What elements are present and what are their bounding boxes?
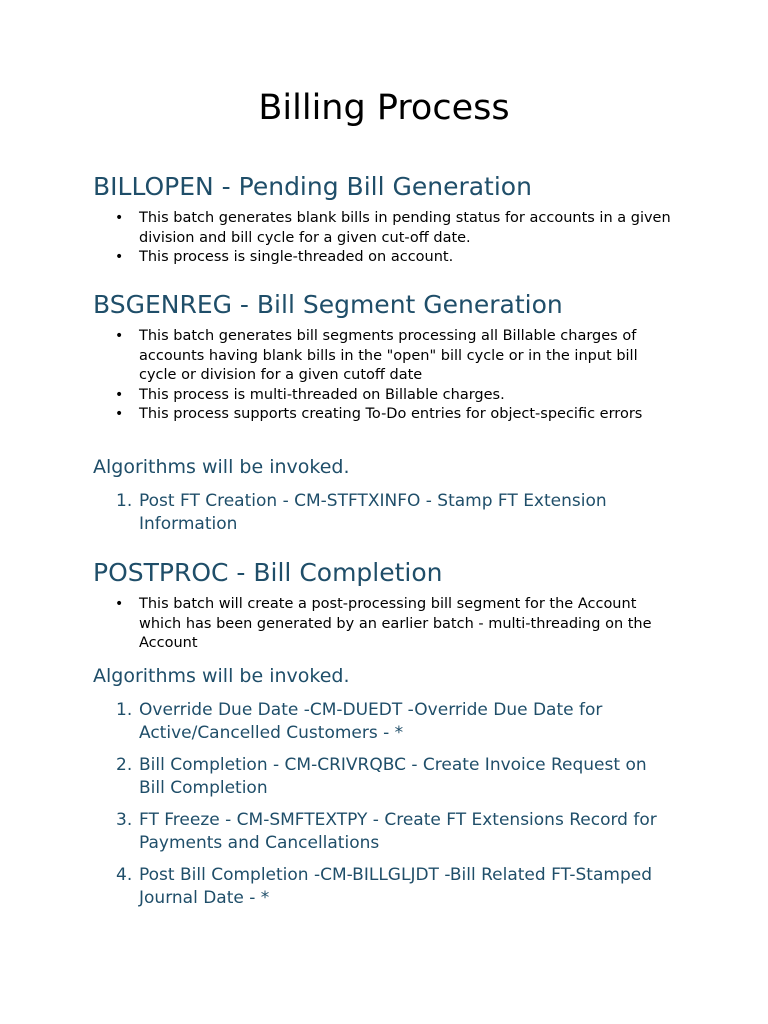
algorithms-heading-postproc: Algorithms will be invoked. xyxy=(93,665,350,687)
list-number: 2. xyxy=(116,755,133,775)
bullet-icon: • xyxy=(115,596,124,612)
bullet-text: This process is single-threaded on account. xyxy=(139,249,454,266)
section-heading-billopen: BILLOPEN - Pending Bill Generation xyxy=(93,172,532,201)
list-item xyxy=(0,864,669,910)
algorithm-text: Bill Completion - CM-CRIVRQBC - Create Invoice Request on Bill Completion xyxy=(139,755,647,798)
bullet-icon: • xyxy=(115,386,124,403)
list-item xyxy=(0,595,679,654)
algorithm-text: Post FT Creation - CM-STFTXINFO - Stamp FT Extension Information xyxy=(139,491,607,534)
bullet-text: This batch generates blank bills in pending status for accounts in a given division and bill cycle for a given cut-off date. xyxy=(139,210,671,246)
list-number: 1. xyxy=(116,700,133,720)
list-item xyxy=(0,490,669,536)
list-item xyxy=(0,754,669,800)
bullet-icon: • xyxy=(115,406,124,423)
algorithm-text: Post Bill Completion -CM-BILLGLJDT -Bill Related FT-Stamped Journal Date - * xyxy=(139,865,652,908)
bullet-icon: • xyxy=(115,328,124,344)
bsgenreg-algorithm-list xyxy=(0,490,768,545)
list-number: 1. xyxy=(116,491,133,511)
postproc-algorithm-list xyxy=(0,699,768,919)
list-item xyxy=(0,248,679,268)
bullet-text: This batch will create a post-processing bill segment for the Account which has been generated by an earlier batch - multi-threading on the Account xyxy=(139,596,652,652)
billopen-bullet-list xyxy=(0,209,768,268)
list-item xyxy=(0,209,679,248)
algorithms-heading-bsgenreg: Algorithms will be invoked. xyxy=(93,456,350,478)
section-heading-bsgenreg: BSGENREG - Bill Segment Generation xyxy=(93,290,563,319)
list-item xyxy=(0,405,679,425)
list-item xyxy=(0,327,679,386)
list-item xyxy=(0,699,669,745)
bsgenreg-bullet-list xyxy=(0,327,768,425)
postproc-bullet-list xyxy=(0,595,768,654)
bullet-icon: • xyxy=(115,210,124,226)
list-item xyxy=(0,386,679,406)
list-number: 3. xyxy=(116,810,133,830)
bullet-text: This process is multi-threaded on Billable charges. xyxy=(139,386,505,403)
algorithm-text: FT Freeze - CM-SMFTEXTPY - Create FT Extensions Record for Payments and Cancellations xyxy=(139,810,657,853)
list-number: 4. xyxy=(116,865,133,885)
list-item xyxy=(0,809,669,855)
document-title: Billing Process xyxy=(258,88,510,128)
algorithm-text: Override Due Date -CM-DUEDT -Override Due Date for Active/Cancelled Customers - * xyxy=(139,700,603,743)
bullet-text: This batch generates bill segments processing all Billable charges of accounts having blank bills in the "open" bill cycle or in the input bill cycle or division for a given cutoff date xyxy=(139,328,638,384)
bullet-icon: • xyxy=(115,249,124,266)
bullet-text: This process supports creating To-Do entries for object-specific errors xyxy=(139,406,643,423)
section-heading-postproc: POSTPROC - Bill Completion xyxy=(93,558,443,587)
